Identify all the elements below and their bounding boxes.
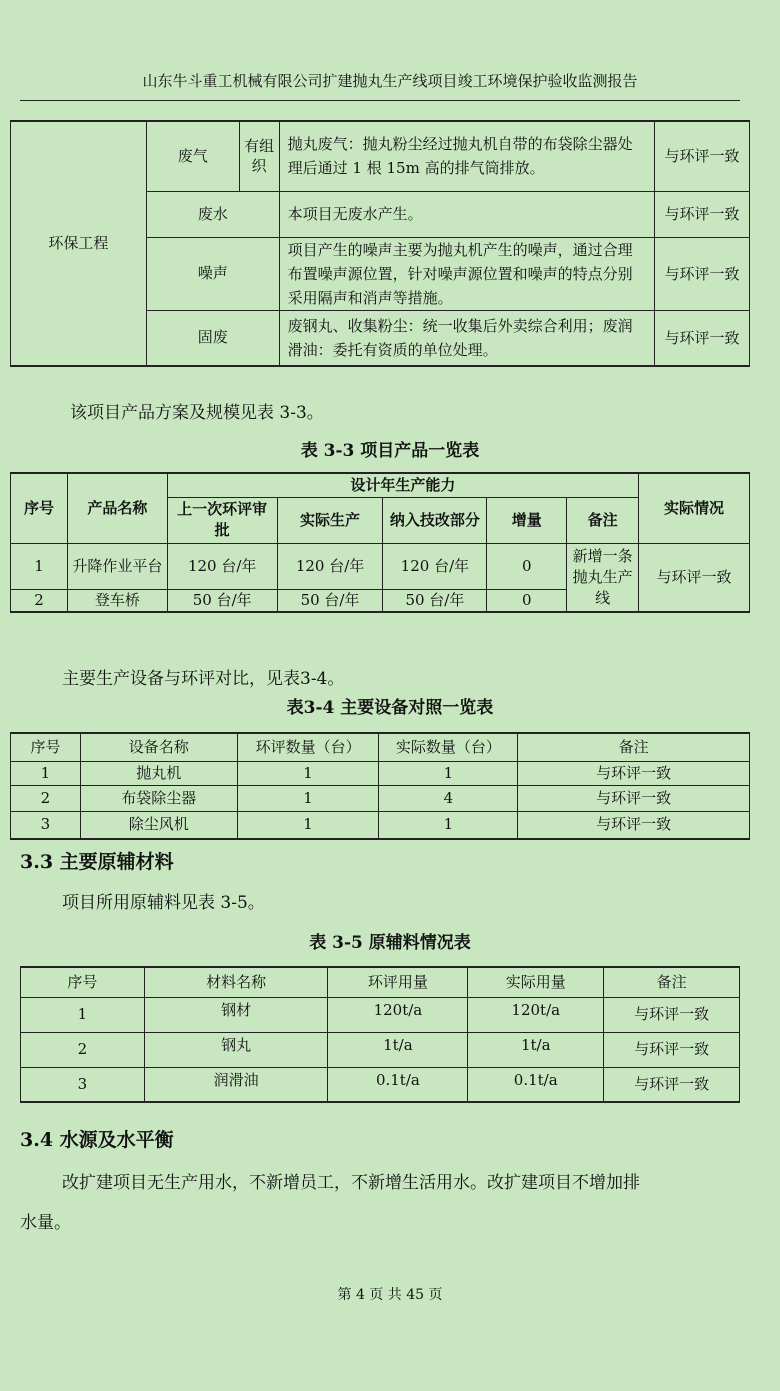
col-note: 备注 [567,497,639,543]
col-header: 实际用量 [468,967,604,997]
table-row [21,1032,740,1067]
cell: 4 [379,785,518,811]
cell: 50 台/年 [277,589,383,612]
env-item: 废水 [146,191,279,237]
cell: 0.1t/a [328,1067,468,1102]
cell: 1 [237,761,379,785]
col-actual: 实际生产 [277,497,383,543]
cell: 0 [487,589,567,612]
env-status: 与环评一致 [655,237,750,310]
env-category: 环保工程 [11,121,147,366]
cell: 120t/a [328,997,468,1032]
cell-note: 新增一条抛丸生产线 [567,543,639,612]
equipment-table [10,732,750,840]
col-tech: 纳入技改部分 [383,497,487,543]
materials-table [20,966,740,1103]
cell: 50 台/年 [167,589,277,612]
table-3-4-caption: 表3-4 主要设备对照一览表 [286,698,494,718]
cell: 2 [11,589,68,612]
cell: 钢材 [144,997,328,1032]
env-item: 废气 [146,121,239,191]
cell: 钢丸 [144,1032,328,1067]
env-status: 与环评一致 [655,191,750,237]
page-header: 山东牛斗重工机械有限公司扩建抛丸生产线项目竣工环境保护验收监测报告 [142,72,638,90]
table-row [11,543,750,589]
col-status: 实际情况 [639,473,750,543]
col-header: 序号 [21,967,145,997]
cell: 120 台/年 [277,543,383,589]
cell: 1t/a [468,1032,604,1067]
env-status: 与环评一致 [655,310,750,366]
section-3-4-heading: 3.4 水源及水平衡 [20,1129,174,1151]
cell: 1 [237,811,379,839]
cell: 50 台/年 [383,589,487,612]
cell: 与环评一致 [604,997,740,1032]
col-product-name: 产品名称 [67,473,167,543]
header-divider [20,100,740,101]
col-increase: 增量 [487,497,567,543]
env-status: 与环评一致 [655,121,750,191]
col-group-capacity: 设计年生产能力 [167,473,638,497]
cell: 登车桥 [67,589,167,612]
paragraph-equipment: 主要生产设备与环评对比，见表3-4。 [62,669,345,689]
cell: 120t/a [468,997,604,1032]
cell: 2 [11,785,81,811]
cell: 0.1t/a [468,1067,604,1102]
cell: 1 [379,811,518,839]
env-item: 固废 [146,310,279,366]
table-3-5-caption: 表 3-5 原辅料情况表 [309,933,471,953]
table-row [21,997,740,1032]
table-header-row [21,967,740,997]
cell: 120 台/年 [167,543,277,589]
col-header: 环评数量（台） [237,733,379,761]
col-no: 序号 [11,473,68,543]
col-header: 备注 [518,733,750,761]
env-subitem: 有组织 [239,121,279,191]
page-footer: 第 4 页 共 45 页 [337,1287,443,1303]
cell: 1 [379,761,518,785]
paragraph-products: 该项目产品方案及规模见表 3-3。 [70,403,324,423]
section-3-3-heading: 3.3 主要原辅材料 [20,851,174,873]
cell: 1t/a [328,1032,468,1067]
env-desc: 本项目无废水产生。 [279,191,654,237]
product-table [10,472,750,613]
paragraph-materials: 项目所用原辅料见表 3-5。 [62,893,265,913]
table-header-row [11,473,750,497]
table-row [11,785,750,811]
cell: 与环评一致 [604,1032,740,1067]
col-header: 实际数量（台） [379,733,518,761]
col-prev-approval: 上一次环评审批 [167,497,277,543]
table-header-row [11,733,750,761]
cell: 与环评一致 [518,761,750,785]
paragraph-water-line2: 水量。 [20,1213,71,1233]
cell: 布袋除尘器 [80,785,237,811]
cell: 1 [11,543,68,589]
col-header: 环评用量 [328,967,468,997]
cell: 1 [21,997,145,1032]
table-row [11,761,750,785]
cell: 润滑油 [144,1067,328,1102]
table-row [11,121,750,191]
cell: 抛丸机 [80,761,237,785]
cell: 与环评一致 [518,785,750,811]
col-header: 材料名称 [144,967,328,997]
cell: 与环评一致 [604,1067,740,1102]
env-desc: 项目产生的噪声主要为抛丸机产生的噪声，通过合理布置噪声源位置，针对噪声源位置和噪声的特点分别采用隔声和消声等措施。 [279,237,654,310]
cell: 3 [21,1067,145,1102]
paragraph-water-line1: 改扩建项目无生产用水，不新增员工，不新增生活用水。改扩建项目不增加排 [62,1173,640,1193]
cell: 120 台/年 [383,543,487,589]
col-header: 设备名称 [80,733,237,761]
cell: 3 [11,811,81,839]
table-row [11,811,750,839]
env-desc: 废钢丸、收集粉尘：统一收集后外卖综合利用；废润滑油：委托有资质的单位处理。 [279,310,654,366]
cell: 除尘风机 [80,811,237,839]
table-3-3-caption: 表 3-3 项目产品一览表 [300,441,480,461]
env-desc: 抛丸废气：抛丸粉尘经过抛丸机自带的布袋除尘器处理后通过 1 根 15m 高的排气筒排放。 [279,121,654,191]
table-row [21,1067,740,1102]
cell: 2 [21,1032,145,1067]
cell: 0 [487,543,567,589]
env-item: 噪声 [146,237,279,310]
cell: 1 [237,785,379,811]
cell: 1 [11,761,81,785]
cell: 升降作业平台 [67,543,167,589]
env-protection-table [10,120,750,367]
cell: 与环评一致 [518,811,750,839]
col-header: 备注 [604,967,740,997]
cell-status: 与环评一致 [639,543,750,612]
col-header: 序号 [11,733,81,761]
